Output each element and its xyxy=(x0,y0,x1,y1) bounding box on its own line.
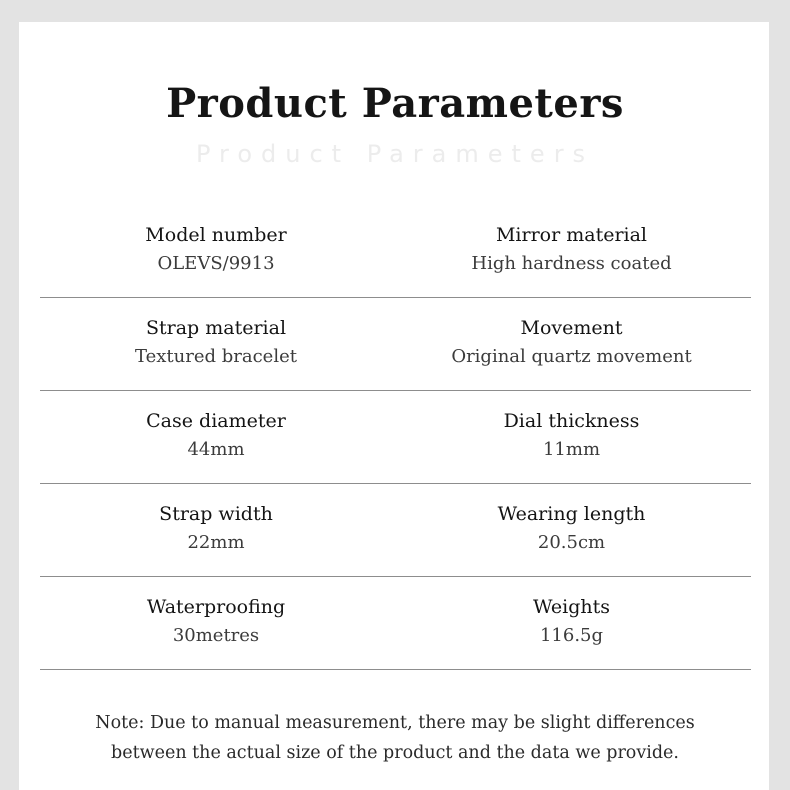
parameter-value: 22mm xyxy=(187,532,245,553)
parameter-label: Model number xyxy=(145,224,287,246)
parameter-cell xyxy=(40,314,392,372)
parameter-value: Textured bracelet xyxy=(135,346,297,367)
parameter-label: Movement xyxy=(520,317,623,339)
parameter-cell xyxy=(40,407,392,465)
parameter-value: Original quartz movement xyxy=(451,346,692,367)
parameter-cell xyxy=(40,221,392,279)
parameter-label: Waterproofing xyxy=(146,596,286,618)
parameter-row xyxy=(40,577,751,670)
note-line: Note: Due to manual measurement, there may be slight differences xyxy=(95,713,695,733)
parameters-table xyxy=(40,205,751,670)
parameter-cell xyxy=(392,500,751,558)
parameter-label: Strap width xyxy=(159,503,273,525)
parameter-row xyxy=(40,205,751,298)
parameter-value: 11mm xyxy=(542,439,601,460)
parameter-value: 20.5cm xyxy=(537,532,606,553)
page-subtitle-watermark: Product Parameters xyxy=(195,140,595,168)
parameter-value: 116.5g xyxy=(539,625,604,646)
parameter-row xyxy=(40,391,751,484)
parameter-label: Weights xyxy=(532,596,611,618)
parameter-label: Strap material xyxy=(145,317,287,339)
parameter-value: High hardness coated xyxy=(471,253,672,274)
parameter-cell xyxy=(392,221,751,279)
parameter-value: OLEVS/9913 xyxy=(157,253,275,274)
parameter-row xyxy=(40,298,751,391)
page-title: Product Parameters xyxy=(166,80,624,127)
parameter-cell xyxy=(392,593,751,651)
parameter-cell xyxy=(40,500,392,558)
parameter-value: 44mm xyxy=(187,439,245,460)
parameter-label: Dial thickness xyxy=(503,410,640,432)
parameter-label: Wearing length xyxy=(497,503,646,525)
parameter-row xyxy=(40,484,751,577)
parameter-cell xyxy=(40,593,392,651)
parameter-value: 30metres xyxy=(172,625,260,646)
measurement-note xyxy=(0,708,790,768)
parameter-cell xyxy=(392,407,751,465)
note-line: between the actual size of the product and the data we provide. xyxy=(111,743,679,763)
parameter-label: Mirror material xyxy=(495,224,648,246)
parameter-cell xyxy=(392,314,751,372)
parameter-label: Case diameter xyxy=(146,410,286,432)
